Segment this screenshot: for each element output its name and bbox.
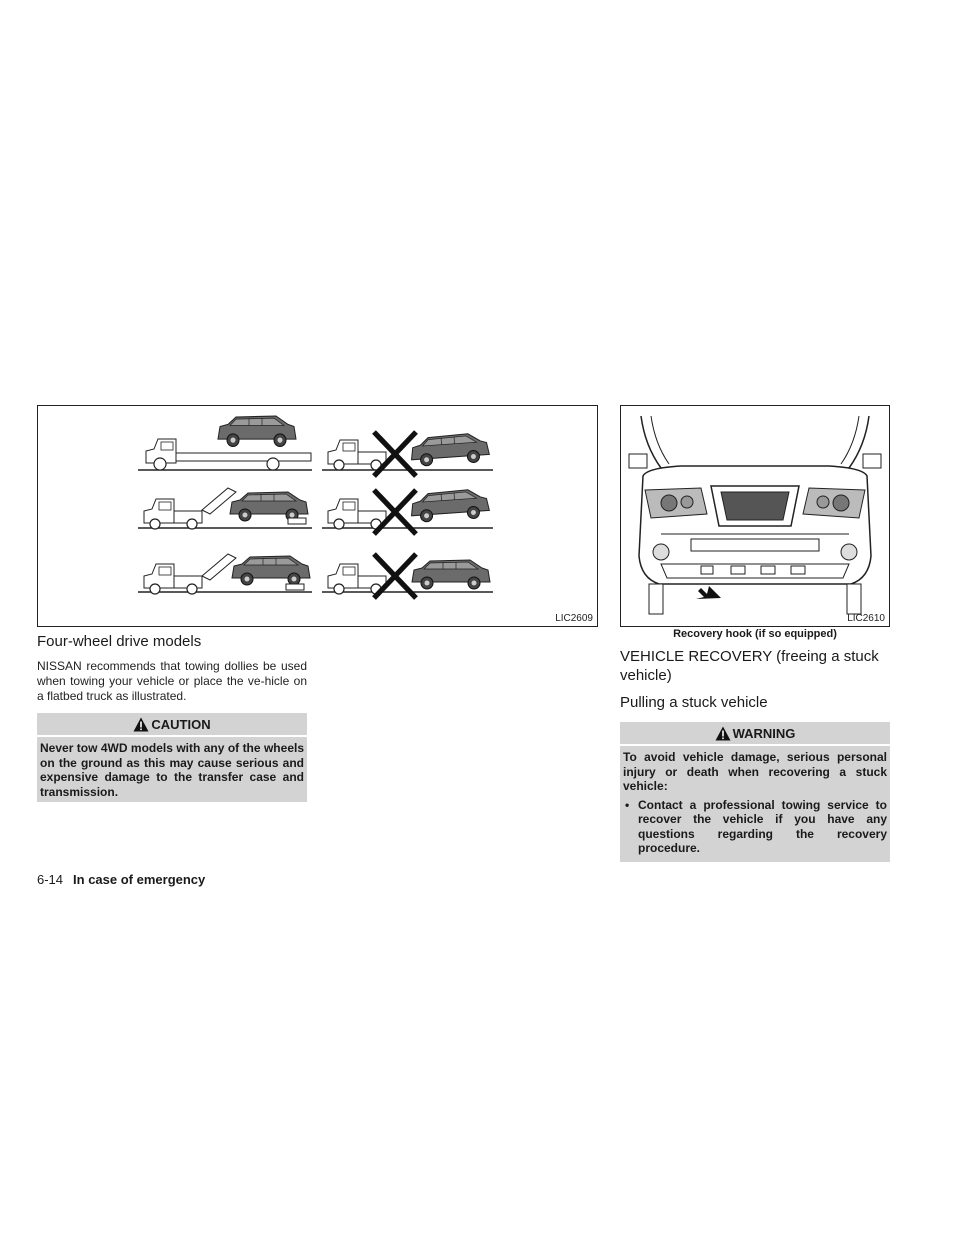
recovery-hook-figure [620, 405, 890, 627]
section-name: In case of emergency [73, 872, 206, 887]
caution-text: Never tow 4WD models with any of the wheels on the ground as this may cause serious and expensive damage to the transfer case and transmission. [40, 741, 304, 799]
arrow-icon [696, 586, 721, 599]
warning-list [623, 798, 887, 856]
right-column [620, 647, 890, 712]
towing-methods-figure [37, 405, 598, 627]
caution-box [37, 713, 307, 802]
caution-header [37, 713, 307, 737]
figure-id: LIC2610 [847, 613, 885, 624]
warning-box [620, 722, 890, 862]
page-number: 6-14 [37, 872, 64, 887]
warning-title: WARNING [732, 725, 796, 741]
warning-triangle-icon [133, 717, 149, 732]
body-paragraph: NISSAN recommends that towing dollies be used when towing your vehicle or place the ve-hicle on a flatbed truck as illustrated. [37, 659, 307, 703]
figure-caption: Recovery hook (if so equipped) [673, 628, 837, 640]
warning-triangle-icon [715, 726, 731, 741]
vehicle-front-illustration [621, 406, 889, 626]
warning-intro: To avoid vehicle damage, serious personal injury or death when recovering a stuck vehicle: [623, 750, 887, 793]
section-heading: Four-wheel drive models [37, 633, 202, 650]
left-column [37, 632, 307, 704]
warning-header [620, 722, 890, 746]
subsection-title: Pulling a stuck vehicle [620, 694, 768, 711]
towing-illustration [38, 406, 597, 626]
caution-title: CAUTION [151, 716, 211, 732]
page-footer [37, 872, 205, 887]
section-title: VEHICLE RECOVERY (freeing a stuck vehicle) [620, 648, 879, 684]
warning-body [620, 746, 890, 860]
warning-list-item: • Contact a professional towing service to recover the vehicle if you have any questions regarding the recovery procedure. [623, 798, 887, 856]
figure-id: LIC2609 [555, 613, 593, 624]
